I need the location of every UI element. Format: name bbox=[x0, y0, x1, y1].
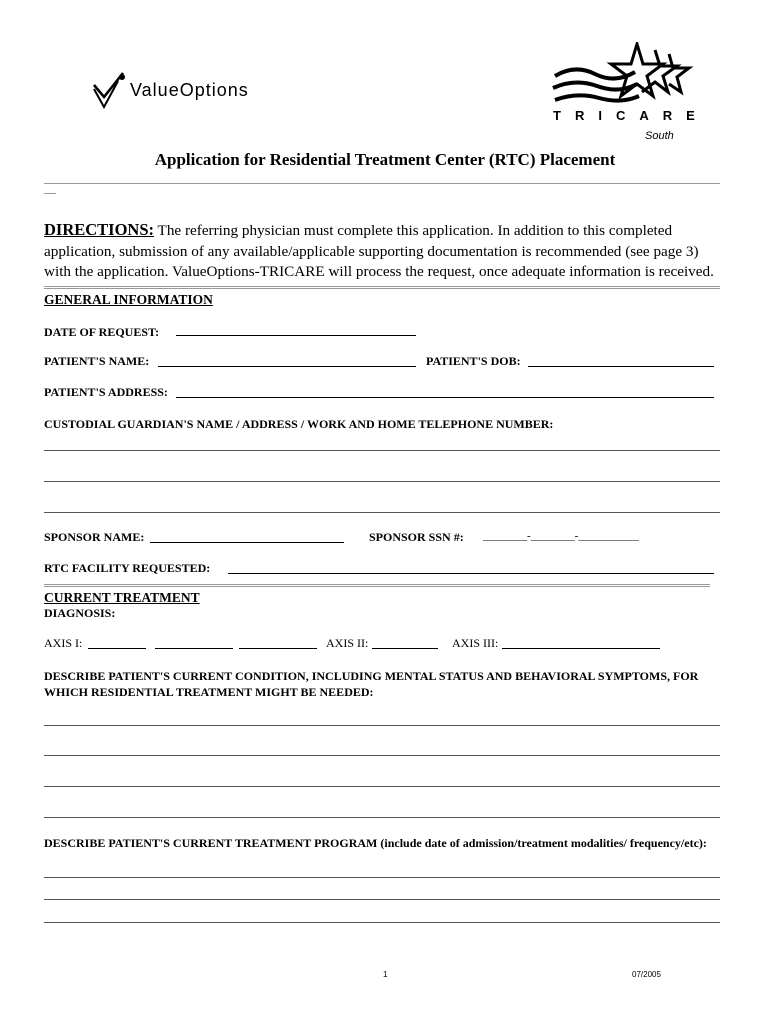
directions-paragraph bbox=[44, 220, 728, 283]
axis-1-field-c[interactable] bbox=[239, 648, 317, 649]
patient-address-label: PATIENT'S ADDRESS: bbox=[44, 385, 168, 399]
title-divider bbox=[44, 183, 720, 184]
guardian-line-1[interactable] bbox=[44, 450, 720, 451]
patient-name-label: PATIENT'S NAME: bbox=[44, 354, 150, 368]
page-number: 1 bbox=[383, 970, 388, 979]
sponsor-name-label: SPONSOR NAME: bbox=[44, 530, 145, 544]
current-condition-prompt: DESCRIBE PATIENT'S CURRENT CONDITION, INCLUDING MENTAL STATUS AND BEHAVIORAL SYMPTOMS, FOR WHICH RESIDENTIAL TREATMENT MIGHT BE NEEDED: bbox=[44, 669, 699, 699]
section-divider-2 bbox=[44, 584, 710, 587]
form-title: Application for Residential Treatment Center (RTC) Placement bbox=[154, 150, 616, 169]
small-dash bbox=[44, 193, 56, 194]
custodial-guardian-label: CUSTODIAL GUARDIAN'S NAME / ADDRESS / WORK AND HOME TELEPHONE NUMBER: bbox=[44, 417, 554, 431]
sponsor-ssn-label: SPONSOR SSN #: bbox=[369, 530, 464, 544]
sponsor-ssn-field[interactable]: ________-________-___________ bbox=[483, 530, 639, 542]
program-line-3[interactable] bbox=[44, 922, 720, 923]
guardian-line-3[interactable] bbox=[44, 512, 720, 513]
axis-2-label: AXIS II: bbox=[326, 636, 369, 650]
current-treatment-heading: CURRENT TREATMENT bbox=[44, 590, 200, 605]
directions-heading: DIRECTIONS: bbox=[44, 220, 155, 239]
tricare-wordmark: TRICARE bbox=[553, 108, 709, 123]
axis-1-field-b[interactable] bbox=[155, 648, 233, 649]
rtc-facility-field[interactable] bbox=[228, 573, 714, 574]
general-information-heading: GENERAL INFORMATION bbox=[44, 292, 213, 307]
valueoptions-logo bbox=[92, 70, 249, 110]
tricare-logo bbox=[545, 42, 709, 152]
logo-wordmark: ValueOptions bbox=[130, 79, 249, 100]
patient-dob-field[interactable] bbox=[528, 366, 714, 367]
tricare-stars-waves-icon bbox=[545, 42, 695, 108]
program-line-1[interactable] bbox=[44, 877, 720, 878]
date-of-request-field[interactable] bbox=[176, 335, 416, 336]
rtc-facility-label: RTC FACILITY REQUESTED: bbox=[44, 561, 211, 575]
condition-line-4[interactable] bbox=[44, 817, 720, 818]
axis-3-label: AXIS III: bbox=[452, 636, 499, 650]
date-of-request-label: DATE OF REQUEST: bbox=[44, 325, 160, 339]
diagnosis-label: DIAGNOSIS: bbox=[44, 606, 116, 620]
form-date: 07/2005 bbox=[632, 970, 661, 979]
condition-line-2[interactable] bbox=[44, 755, 720, 756]
patient-dob-label: PATIENT'S DOB: bbox=[426, 354, 521, 368]
patient-address-field[interactable] bbox=[176, 397, 714, 398]
tricare-region: South bbox=[645, 130, 674, 142]
directions-text: The referring physician must complete this application. In addition to this completed application, submission of any available/applicable supporting documentation is recommended (see page 3) with the application. ValueOptions-TRICARE will process the request, once adequate information is received. bbox=[44, 222, 714, 280]
sponsor-name-field[interactable] bbox=[150, 542, 344, 543]
patient-name-field[interactable] bbox=[158, 366, 416, 367]
condition-line-1[interactable] bbox=[44, 725, 720, 726]
axis-1-field-a[interactable] bbox=[88, 648, 146, 649]
program-line-2[interactable] bbox=[44, 899, 720, 900]
axis-3-field[interactable] bbox=[502, 648, 660, 649]
guardian-line-2[interactable] bbox=[44, 481, 720, 482]
checkmark-person-icon bbox=[92, 71, 126, 109]
condition-line-3[interactable] bbox=[44, 786, 720, 787]
section-divider bbox=[44, 286, 720, 289]
treatment-program-prompt: DESCRIBE PATIENT'S CURRENT TREATMENT PROGRAM (include date of admission/treatment modalities/ frequency/etc): bbox=[44, 836, 707, 850]
axis-1-label: AXIS I: bbox=[44, 636, 83, 650]
axis-2-field[interactable] bbox=[372, 648, 438, 649]
